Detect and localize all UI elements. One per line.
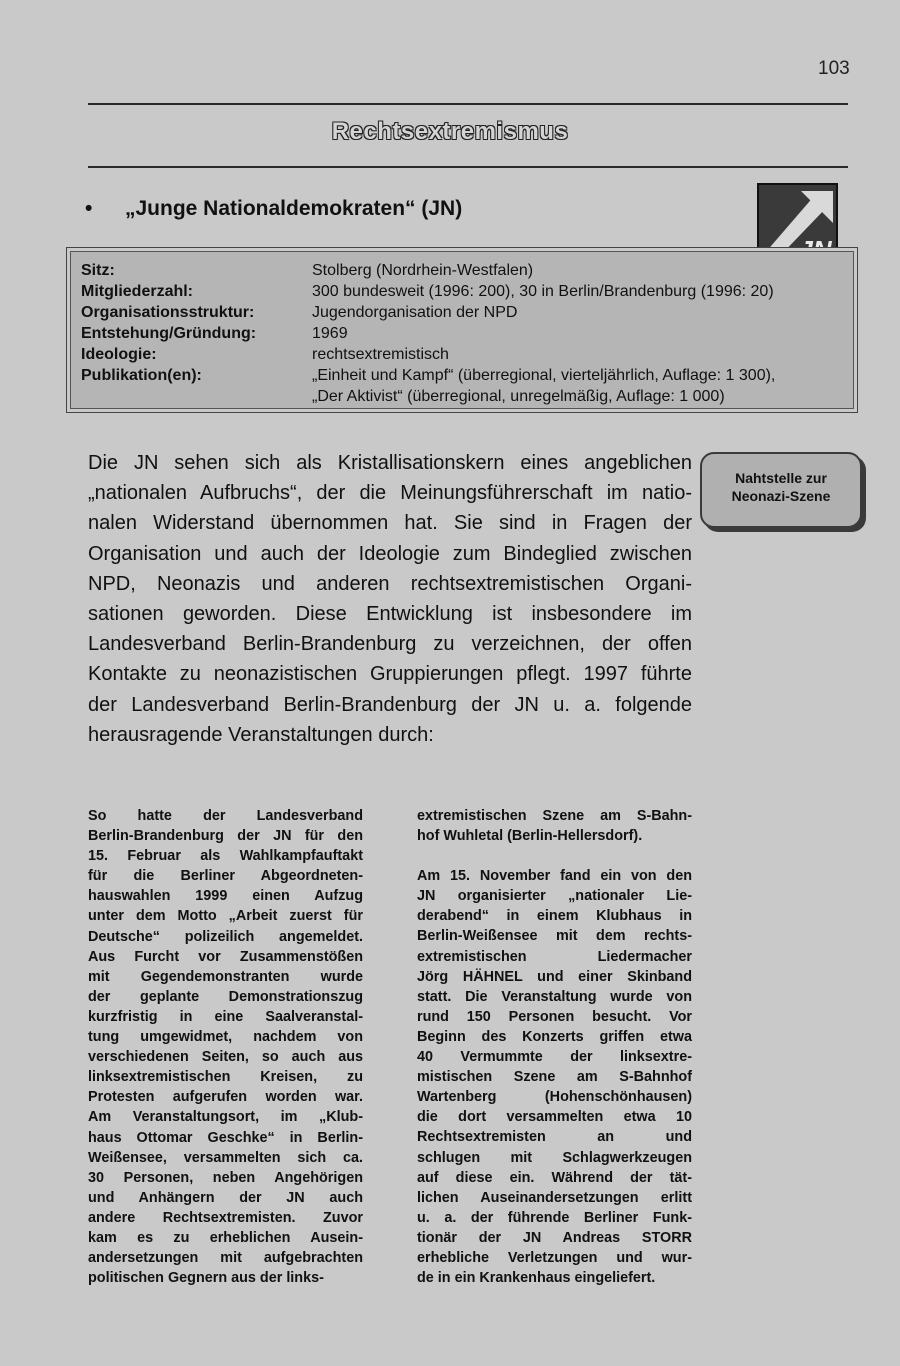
text-line: 30 Personen, neben Angehörigen [88, 1169, 363, 1186]
fact-label: Ideologie: [81, 346, 157, 363]
fact-label: Organisationsstruktur: [81, 304, 255, 321]
text-line: extremistischen Szene am S-Bahn- [417, 808, 692, 824]
text-line: JN organisierter „nationaler Lie- [417, 888, 692, 905]
text-line: de in ein Krankenhaus eingeliefert. [417, 1270, 656, 1287]
text-line: Rechtsextremisten an und [417, 1129, 692, 1146]
text-line: 40 Vermummte der linksextre- [417, 1049, 692, 1066]
text-line: mit Gegendemonstranten wurde [88, 968, 363, 985]
fact-label: Mitgliederzahl: [81, 283, 194, 300]
text-line: und Anhängern der JN auch [88, 1189, 363, 1206]
text-line: Aus Furcht vor Zusammenstößen [88, 948, 363, 965]
text-line: die dort versammelten etwa 10 [417, 1109, 692, 1126]
text-line: andersetzungen mit aufgebrachten [88, 1250, 363, 1267]
text-line: NPD, Neonazis und anderen rechtsextremistischen Organi- [88, 572, 692, 595]
text-line: tionär der JN Andreas STORR [417, 1229, 692, 1246]
section-heading [85, 197, 462, 221]
fact-value: Jugendorganisation der NPD [312, 304, 518, 321]
fact-value: 1969 [312, 325, 348, 342]
fact-label: Publikation(en): [81, 367, 202, 384]
text-line: hauswahlen 1999 einen Aufzug [88, 888, 363, 905]
fact-value: 300 bundesweit (1996: 200), 30 in Berlin/Brandenburg (1996: 20) [312, 283, 774, 300]
text-line: extremistischen Liedermacher [417, 948, 692, 965]
badge-line: Neonazi-Szene [731, 488, 831, 504]
text-line: schlugen mit Schlagwerkzeugen [417, 1149, 692, 1166]
fact-box [66, 247, 858, 413]
text-line: unter dem Motto „Arbeit zuerst für [88, 908, 363, 925]
fact-value: „Einheit und Kampf“ (überregional, vierteljährlich, Auflage: 1 300), [312, 367, 776, 384]
text-line: tung umgewidmet, nachdem von [88, 1029, 363, 1046]
text-line: derabend“ in einem Klubhaus in [417, 908, 692, 925]
text-line: linksextremistischen Kreisen, zu [88, 1069, 363, 1086]
text-line: Deutsche“ polizeilich angemeldet. [88, 928, 363, 945]
text-line: Am Veranstaltungsort, im „Klub- [88, 1109, 363, 1126]
text-line: Berlin-Weißensee mit dem rechts- [417, 928, 692, 945]
text-line: nalen Widerstand übernommen hat. Sie sind in Fragen der [88, 512, 692, 535]
text-line: der geplante Demonstrationszug [88, 988, 363, 1005]
text-line: Organisation und auch der Ideologie zum Bindeglied zwischen [88, 542, 692, 565]
fact-value: Stolberg (Nordrhein-Westfalen) [312, 262, 534, 279]
text-line: verschiedenen Seiten, so auch aus [88, 1049, 363, 1066]
fact-value: rechtsextremistisch [312, 346, 449, 363]
page-number: 103 [818, 58, 850, 79]
text-line: Die JN sehen sich als Kristallisationskern eines angeblichen [88, 452, 692, 474]
text-line: Jörg HÄHNEL und einer Skinband [417, 968, 692, 985]
text-line: für die Berliner Abgeordneten- [88, 868, 363, 885]
text-line: auf diese ein. Während der tät- [417, 1169, 692, 1186]
text-line: Beginn des Konzerts griffen etwa [417, 1028, 692, 1045]
text-line: lichen Auseinandersetzungen erlitt [417, 1189, 692, 1206]
text-line: rund 150 Personen besucht. Vor [417, 1008, 692, 1025]
text-line: So hatte der Landesverband [88, 808, 363, 824]
text-line: u. a. der führende Berliner Funk- [417, 1209, 692, 1226]
text-line: Landesverband Berlin-Brandenburg zu verzeichnen, der offen [88, 633, 692, 656]
text-line: kurzfristig in eine Saalveranstal- [88, 1008, 363, 1025]
text-line: hof Wuhletal (Berlin-Hellersdorf). [417, 828, 643, 845]
text-line: Berlin-Brandenburg der JN für den [88, 828, 363, 845]
text-line: mistischen Szene am S-Bahnhof [417, 1069, 692, 1086]
text-line: erhebliche Verletzungen und wur- [417, 1249, 692, 1266]
bullet: • [85, 197, 93, 220]
text-line: Am 15. November fand ein von den [417, 868, 692, 885]
paragraph-gap [417, 846, 692, 866]
left-column [88, 806, 363, 1288]
text-line: Weißensee, versammelten sich ca. [88, 1149, 363, 1166]
text-line: 15. Februar als Wahlkampfauftakt [88, 848, 363, 865]
text-line: der Landesverband Berlin-Brandenburg der JN u. a. folgende [88, 693, 692, 716]
right-column [417, 806, 692, 1288]
text-line: Protesten aufgerufen worden war. [88, 1089, 363, 1106]
fact-value: „Der Aktivist“ (überregional, unregelmäßig, Auflage: 1 000) [312, 388, 725, 405]
side-badge [700, 452, 862, 528]
badge-line: Nahtstelle zur [735, 470, 827, 486]
text-line: haus Ottomar Geschke“ in Berlin- [88, 1129, 363, 1146]
running-header: Rechtsextremismus [331, 118, 569, 145]
intro-paragraph [88, 448, 692, 750]
text-line: statt. Die Veranstaltung wurde von [417, 988, 692, 1005]
text-line: Wartenberg (Hohenschönhausen) [417, 1089, 692, 1106]
fact-label: Entstehung/Gründung: [81, 325, 257, 342]
text-line: sationen geworden. Diese Entwicklung ist insbesondere im [88, 602, 692, 625]
text-line: Kontakte zu neonazistischen Gruppierungen pflegt. 1997 führte [88, 663, 692, 686]
section-title: „Junge Nationaldemokraten“ (JN) [125, 197, 463, 220]
header-rule-bottom [88, 166, 848, 168]
header-rule-top [88, 103, 848, 105]
text-line: kam es zu erheblichen Ausein- [88, 1229, 363, 1246]
text-line: herausragende Veranstaltungen durch: [88, 723, 434, 746]
text-line: andere Rechtsextremisten. Zuvor [88, 1209, 363, 1226]
fact-label: Sitz: [81, 262, 115, 279]
text-line: politischen Gegnern aus der links- [88, 1270, 324, 1287]
text-line: „nationalen Aufbruchs“, der die Meinungsführerschaft im natio- [88, 482, 692, 505]
